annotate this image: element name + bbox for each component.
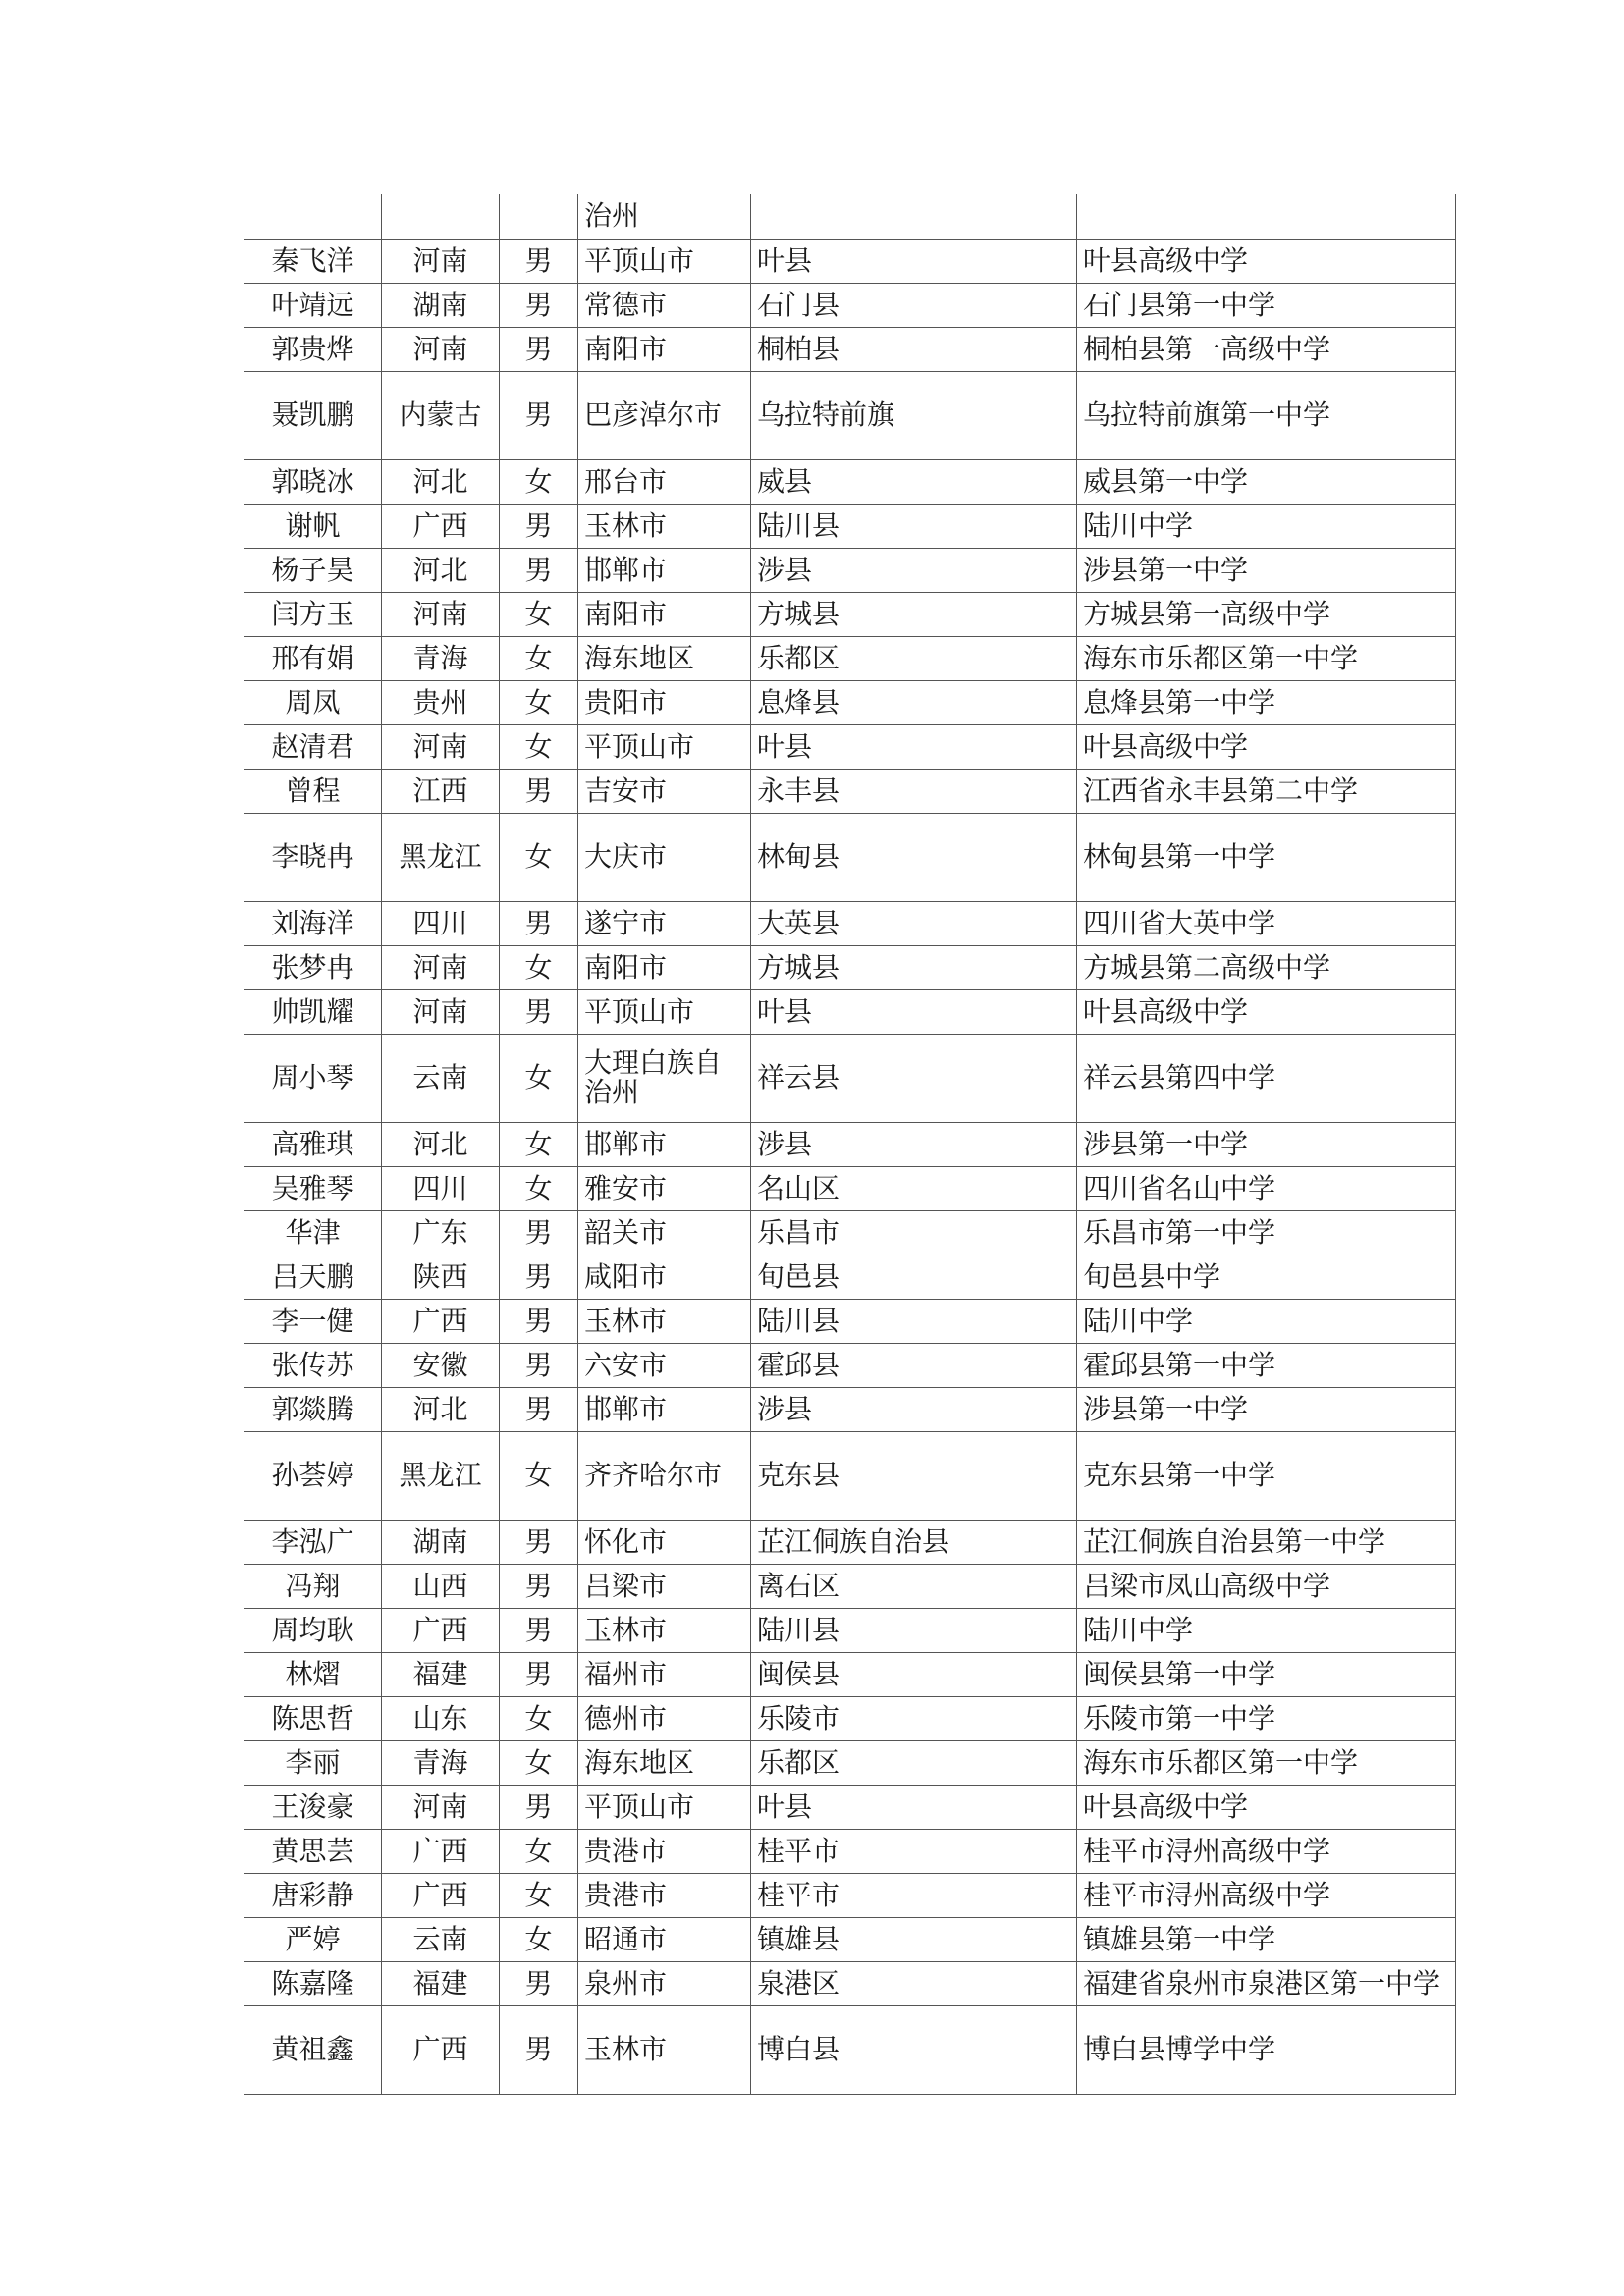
city-cell: 贵港市	[578, 1829, 751, 1873]
county-cell: 闽侯县	[751, 1652, 1077, 1696]
city-cell: 南阳市	[578, 592, 751, 636]
county-cell	[751, 194, 1077, 239]
student-name-cell: 唐彩静	[244, 1873, 382, 1917]
table-row	[244, 1873, 1456, 1917]
table-row	[244, 901, 1456, 945]
table-row	[244, 1520, 1456, 1564]
gender-cell	[500, 194, 578, 239]
city-cell: 吕梁市	[578, 1564, 751, 1608]
school-cell: 祥云县第四中学	[1077, 1034, 1456, 1122]
student-name-cell: 吕天鹏	[244, 1255, 382, 1299]
gender-cell: 男	[500, 1387, 578, 1431]
province-cell: 青海	[382, 1740, 500, 1785]
province-cell: 广西	[382, 1873, 500, 1917]
student-name-cell: 周均耿	[244, 1608, 382, 1652]
school-cell: 旬邑县中学	[1077, 1255, 1456, 1299]
province-cell: 河北	[382, 1387, 500, 1431]
table-row	[244, 1343, 1456, 1387]
student-name-cell: 张传苏	[244, 1343, 382, 1387]
student-name-cell: 周小琴	[244, 1034, 382, 1122]
gender-cell: 女	[500, 680, 578, 724]
province-cell: 福建	[382, 1652, 500, 1696]
school-cell: 四川省名山中学	[1077, 1166, 1456, 1210]
province-cell: 山东	[382, 1696, 500, 1740]
city-cell: 咸阳市	[578, 1255, 751, 1299]
school-cell: 叶县高级中学	[1077, 1785, 1456, 1829]
city-cell: 平顶山市	[578, 989, 751, 1034]
county-cell: 旬邑县	[751, 1255, 1077, 1299]
student-name-cell: 闫方玉	[244, 592, 382, 636]
province-cell: 河南	[382, 989, 500, 1034]
school-cell: 陆川中学	[1077, 504, 1456, 548]
gender-cell: 男	[500, 1520, 578, 1564]
school-cell: 芷江侗族自治县第一中学	[1077, 1520, 1456, 1564]
student-name-cell: 周凤	[244, 680, 382, 724]
table-row	[244, 1829, 1456, 1873]
gender-cell: 男	[500, 1608, 578, 1652]
school-cell: 陆川中学	[1077, 1299, 1456, 1343]
county-cell: 石门县	[751, 283, 1077, 327]
county-cell: 镇雄县	[751, 1917, 1077, 1961]
student-name-cell: 陈思哲	[244, 1696, 382, 1740]
county-cell: 叶县	[751, 239, 1077, 283]
county-cell: 涉县	[751, 1387, 1077, 1431]
table-row	[244, 1696, 1456, 1740]
province-cell: 山西	[382, 1564, 500, 1608]
table-row	[244, 327, 1456, 371]
table-row	[244, 283, 1456, 327]
province-cell: 广西	[382, 504, 500, 548]
city-cell: 玉林市	[578, 1608, 751, 1652]
table-row	[244, 1034, 1456, 1122]
table-row	[244, 239, 1456, 283]
city-cell: 贵阳市	[578, 680, 751, 724]
province-cell	[382, 194, 500, 239]
school-cell: 陆川中学	[1077, 1608, 1456, 1652]
student-name-cell: 冯翔	[244, 1564, 382, 1608]
school-cell: 涉县第一中学	[1077, 1122, 1456, 1166]
city-cell: 邯郸市	[578, 1387, 751, 1431]
school-cell: 霍邱县第一中学	[1077, 1343, 1456, 1387]
county-cell: 陆川县	[751, 504, 1077, 548]
student-name-cell: 严婷	[244, 1917, 382, 1961]
gender-cell: 男	[500, 1961, 578, 2005]
city-cell: 玉林市	[578, 1299, 751, 1343]
school-cell: 石门县第一中学	[1077, 283, 1456, 327]
city-cell: 南阳市	[578, 945, 751, 989]
county-cell: 林甸县	[751, 813, 1077, 901]
county-cell: 泉港区	[751, 1961, 1077, 2005]
city-cell: 玉林市	[578, 504, 751, 548]
province-cell: 内蒙古	[382, 371, 500, 459]
province-cell: 广西	[382, 2005, 500, 2094]
city-cell: 福州市	[578, 1652, 751, 1696]
gender-cell: 男	[500, 901, 578, 945]
student-name-cell: 帅凯耀	[244, 989, 382, 1034]
gender-cell: 女	[500, 724, 578, 769]
school-cell: 息烽县第一中学	[1077, 680, 1456, 724]
school-cell: 海东市乐都区第一中学	[1077, 1740, 1456, 1785]
province-cell: 安徽	[382, 1343, 500, 1387]
province-cell: 陕西	[382, 1255, 500, 1299]
student-name-cell: 李晓冉	[244, 813, 382, 901]
school-cell: 桂平市浔州高级中学	[1077, 1873, 1456, 1917]
table-row	[244, 548, 1456, 592]
student-name-cell: 黄思芸	[244, 1829, 382, 1873]
gender-cell: 男	[500, 989, 578, 1034]
table-row	[244, 680, 1456, 724]
table-row	[244, 1122, 1456, 1166]
school-cell: 威县第一中学	[1077, 459, 1456, 504]
city-cell: 邢台市	[578, 459, 751, 504]
student-name-cell: 谢帆	[244, 504, 382, 548]
province-cell: 云南	[382, 1034, 500, 1122]
city-cell: 海东地区	[578, 636, 751, 680]
table-row	[244, 1431, 1456, 1520]
table-row	[244, 1740, 1456, 1785]
province-cell: 广西	[382, 1829, 500, 1873]
city-cell: 昭通市	[578, 1917, 751, 1961]
gender-cell: 男	[500, 504, 578, 548]
gender-cell: 男	[500, 239, 578, 283]
city-cell: 吉安市	[578, 769, 751, 813]
city-cell: 平顶山市	[578, 239, 751, 283]
county-cell: 叶县	[751, 989, 1077, 1034]
table-row	[244, 1210, 1456, 1255]
gender-cell: 男	[500, 327, 578, 371]
county-cell: 方城县	[751, 945, 1077, 989]
table-row	[244, 1387, 1456, 1431]
student-roster-table	[244, 194, 1456, 2095]
province-cell: 云南	[382, 1917, 500, 1961]
city-cell: 齐齐哈尔市	[578, 1431, 751, 1520]
table-row	[244, 194, 1456, 239]
table-row	[244, 945, 1456, 989]
gender-cell: 男	[500, 1343, 578, 1387]
city-cell: 玉林市	[578, 2005, 751, 2094]
student-name-cell: 李泓广	[244, 1520, 382, 1564]
table-row	[244, 769, 1456, 813]
province-cell: 湖南	[382, 283, 500, 327]
gender-cell: 男	[500, 1564, 578, 1608]
student-name-cell: 聂凯鹏	[244, 371, 382, 459]
student-name-cell: 王浚豪	[244, 1785, 382, 1829]
city-cell: 平顶山市	[578, 1785, 751, 1829]
county-cell: 桐柏县	[751, 327, 1077, 371]
county-cell: 克东县	[751, 1431, 1077, 1520]
school-cell: 海东市乐都区第一中学	[1077, 636, 1456, 680]
student-name-cell: 李一健	[244, 1299, 382, 1343]
table-row	[244, 371, 1456, 459]
table-row	[244, 1255, 1456, 1299]
table-row	[244, 1917, 1456, 1961]
county-cell: 乌拉特前旗	[751, 371, 1077, 459]
city-cell: 遂宁市	[578, 901, 751, 945]
province-cell: 河南	[382, 945, 500, 989]
student-name-cell: 曾程	[244, 769, 382, 813]
gender-cell: 女	[500, 813, 578, 901]
student-name-cell: 秦飞洋	[244, 239, 382, 283]
table-row	[244, 1608, 1456, 1652]
province-cell: 福建	[382, 1961, 500, 2005]
gender-cell: 男	[500, 1299, 578, 1343]
province-cell: 河南	[382, 327, 500, 371]
county-cell: 息烽县	[751, 680, 1077, 724]
gender-cell: 女	[500, 945, 578, 989]
county-cell: 祥云县	[751, 1034, 1077, 1122]
table-row	[244, 636, 1456, 680]
county-cell: 大英县	[751, 901, 1077, 945]
county-cell: 霍邱县	[751, 1343, 1077, 1387]
province-cell: 河南	[382, 239, 500, 283]
student-name-cell: 林熠	[244, 1652, 382, 1696]
gender-cell: 男	[500, 769, 578, 813]
county-cell: 叶县	[751, 724, 1077, 769]
county-cell: 乐昌市	[751, 1210, 1077, 1255]
table-row	[244, 1166, 1456, 1210]
gender-cell: 女	[500, 1431, 578, 1520]
city-cell: 巴彦淖尔市	[578, 371, 751, 459]
province-cell: 广东	[382, 1210, 500, 1255]
student-name-cell: 高雅琪	[244, 1122, 382, 1166]
city-cell: 泉州市	[578, 1961, 751, 2005]
gender-cell: 女	[500, 1829, 578, 1873]
gender-cell: 男	[500, 1210, 578, 1255]
table-row	[244, 1564, 1456, 1608]
county-cell: 涉县	[751, 548, 1077, 592]
school-cell: 乐昌市第一中学	[1077, 1210, 1456, 1255]
province-cell: 贵州	[382, 680, 500, 724]
student-name-cell: 吴雅琴	[244, 1166, 382, 1210]
gender-cell: 女	[500, 1873, 578, 1917]
student-name-cell: 邢有娟	[244, 636, 382, 680]
city-cell: 德州市	[578, 1696, 751, 1740]
city-cell: 邯郸市	[578, 1122, 751, 1166]
gender-cell: 女	[500, 1034, 578, 1122]
province-cell: 河南	[382, 592, 500, 636]
county-cell: 乐陵市	[751, 1696, 1077, 1740]
gender-cell: 男	[500, 1652, 578, 1696]
province-cell: 河南	[382, 724, 500, 769]
gender-cell: 女	[500, 1696, 578, 1740]
province-cell: 四川	[382, 1166, 500, 1210]
roster-body	[244, 194, 1456, 2094]
county-cell: 陆川县	[751, 1299, 1077, 1343]
province-cell: 青海	[382, 636, 500, 680]
province-cell: 河南	[382, 1785, 500, 1829]
gender-cell: 女	[500, 1917, 578, 1961]
county-cell: 陆川县	[751, 1608, 1077, 1652]
city-cell: 平顶山市	[578, 724, 751, 769]
city-cell: 六安市	[578, 1343, 751, 1387]
province-cell: 湖南	[382, 1520, 500, 1564]
school-cell: 吕梁市凤山高级中学	[1077, 1564, 1456, 1608]
province-cell: 江西	[382, 769, 500, 813]
student-name-cell: 李丽	[244, 1740, 382, 1785]
school-cell: 叶县高级中学	[1077, 239, 1456, 283]
county-cell: 乐都区	[751, 636, 1077, 680]
city-cell: 大庆市	[578, 813, 751, 901]
gender-cell: 男	[500, 1255, 578, 1299]
school-cell: 方城县第一高级中学	[1077, 592, 1456, 636]
gender-cell: 女	[500, 636, 578, 680]
table-row	[244, 1299, 1456, 1343]
city-cell: 怀化市	[578, 1520, 751, 1564]
table-row	[244, 724, 1456, 769]
table-row	[244, 592, 1456, 636]
city-cell: 贵港市	[578, 1873, 751, 1917]
school-cell: 桂平市浔州高级中学	[1077, 1829, 1456, 1873]
table-row	[244, 989, 1456, 1034]
county-cell: 名山区	[751, 1166, 1077, 1210]
school-cell: 涉县第一中学	[1077, 1387, 1456, 1431]
gender-cell: 男	[500, 548, 578, 592]
student-name-cell: 郭燚腾	[244, 1387, 382, 1431]
city-cell: 邯郸市	[578, 548, 751, 592]
province-cell: 河北	[382, 459, 500, 504]
school-cell	[1077, 194, 1456, 239]
province-cell: 四川	[382, 901, 500, 945]
city-cell: 韶关市	[578, 1210, 751, 1255]
city-cell: 常德市	[578, 283, 751, 327]
province-cell: 河北	[382, 548, 500, 592]
student-name-cell: 华津	[244, 1210, 382, 1255]
student-name-cell: 郭贵烨	[244, 327, 382, 371]
school-cell: 涉县第一中学	[1077, 548, 1456, 592]
student-name-cell: 刘海洋	[244, 901, 382, 945]
province-cell: 黑龙江	[382, 1431, 500, 1520]
student-name-cell: 叶靖远	[244, 283, 382, 327]
school-cell: 克东县第一中学	[1077, 1431, 1456, 1520]
student-name-cell: 杨子昊	[244, 548, 382, 592]
school-cell: 博白县博学中学	[1077, 2005, 1456, 2094]
student-name-cell: 陈嘉隆	[244, 1961, 382, 2005]
school-cell: 方城县第二高级中学	[1077, 945, 1456, 989]
table-row	[244, 2005, 1456, 2094]
school-cell: 福建省泉州市泉港区第一中学	[1077, 1961, 1456, 2005]
gender-cell: 女	[500, 1740, 578, 1785]
table-row	[244, 1785, 1456, 1829]
school-cell: 镇雄县第一中学	[1077, 1917, 1456, 1961]
student-name-cell	[244, 194, 382, 239]
province-cell: 广西	[382, 1608, 500, 1652]
province-cell: 黑龙江	[382, 813, 500, 901]
county-cell: 方城县	[751, 592, 1077, 636]
school-cell: 四川省大英中学	[1077, 901, 1456, 945]
county-cell: 永丰县	[751, 769, 1077, 813]
gender-cell: 男	[500, 371, 578, 459]
county-cell: 威县	[751, 459, 1077, 504]
county-cell: 桂平市	[751, 1829, 1077, 1873]
table-row	[244, 1652, 1456, 1696]
county-cell: 涉县	[751, 1122, 1077, 1166]
gender-cell: 男	[500, 2005, 578, 2094]
student-name-cell: 黄祖鑫	[244, 2005, 382, 2094]
student-name-cell: 张梦冉	[244, 945, 382, 989]
table-row	[244, 1961, 1456, 2005]
student-name-cell: 郭晓冰	[244, 459, 382, 504]
school-cell: 叶县高级中学	[1077, 724, 1456, 769]
gender-cell: 女	[500, 1166, 578, 1210]
gender-cell: 男	[500, 1785, 578, 1829]
city-cell: 海东地区	[578, 1740, 751, 1785]
school-cell: 闽侯县第一中学	[1077, 1652, 1456, 1696]
gender-cell: 女	[500, 459, 578, 504]
city-cell: 南阳市	[578, 327, 751, 371]
school-cell: 乌拉特前旗第一中学	[1077, 371, 1456, 459]
county-cell: 桂平市	[751, 1873, 1077, 1917]
gender-cell: 女	[500, 1122, 578, 1166]
table-row	[244, 459, 1456, 504]
school-cell: 乐陵市第一中学	[1077, 1696, 1456, 1740]
school-cell: 叶县高级中学	[1077, 989, 1456, 1034]
city-cell: 治州	[578, 194, 751, 239]
school-cell: 桐柏县第一高级中学	[1077, 327, 1456, 371]
school-cell: 江西省永丰县第二中学	[1077, 769, 1456, 813]
student-name-cell: 孙荟婷	[244, 1431, 382, 1520]
table-row	[244, 813, 1456, 901]
county-cell: 叶县	[751, 1785, 1077, 1829]
student-name-cell: 赵清君	[244, 724, 382, 769]
province-cell: 广西	[382, 1299, 500, 1343]
city-cell: 雅安市	[578, 1166, 751, 1210]
county-cell: 乐都区	[751, 1740, 1077, 1785]
county-cell: 离石区	[751, 1564, 1077, 1608]
gender-cell: 男	[500, 283, 578, 327]
gender-cell: 女	[500, 592, 578, 636]
county-cell: 芷江侗族自治县	[751, 1520, 1077, 1564]
county-cell: 博白县	[751, 2005, 1077, 2094]
school-cell: 林甸县第一中学	[1077, 813, 1456, 901]
city-cell: 大理白族自治州	[578, 1034, 751, 1122]
table-row	[244, 504, 1456, 548]
province-cell: 河北	[382, 1122, 500, 1166]
